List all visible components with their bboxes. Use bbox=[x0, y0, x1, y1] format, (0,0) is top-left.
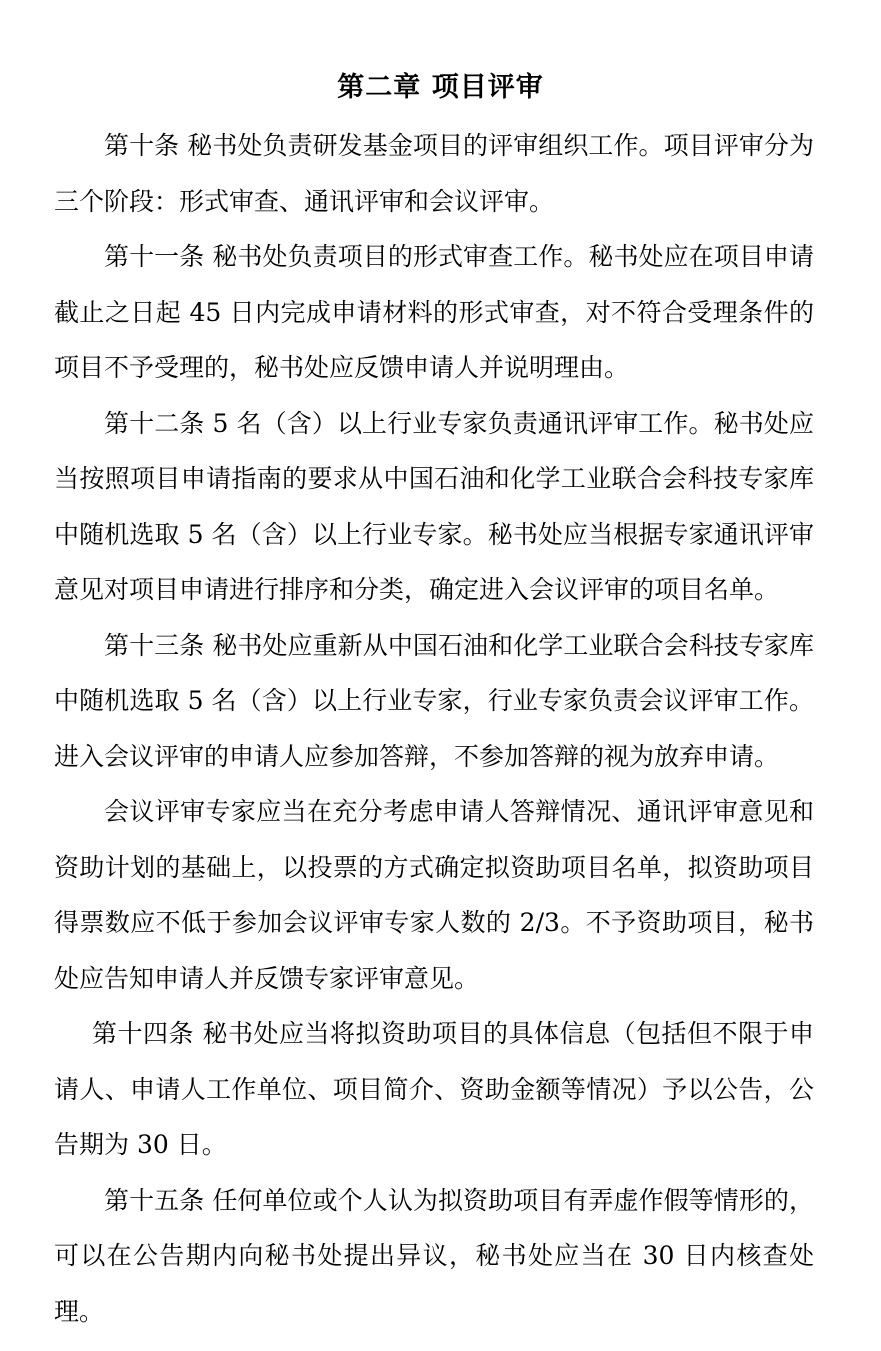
article-10-paragraph: 第十条 秘书处负责研发基金项目的评审组织工作。项目评审分为三个阶段：形式审查、通讯评审和会议评审。 bbox=[54, 131, 814, 216]
article-14-paragraph: 第十四条 秘书处应当将拟资助项目的具体信息（包括但不限于申请人、申请人工作单位、项目简介、资助金额等情况）予以公告，公告期为 30 日。 bbox=[54, 1019, 814, 1159]
document-body bbox=[54, 118, 814, 1339]
chapter-title: 第二章 项目评审 bbox=[337, 72, 544, 103]
article-11-paragraph: 第十一条 秘书处负责项目的形式审查工作。秘书处应在项目申请截止之日起 45 日内完成申请材料的形式审查，对不符合受理条件的项目不予受理的，秘书处应反馈申请人并说明理由。 bbox=[54, 242, 814, 382]
article-15-paragraph: 第十五条 任何单位或个人认为拟资助项目有弄虚作假等情形的，可以在公告期内向秘书处提出异议，秘书处应当在 30 日内核查处理。 bbox=[54, 1185, 814, 1326]
article-12-paragraph: 第十二条 5 名（含）以上行业专家负责通讯评审工作。秘书处应当按照项目申请指南的要求从中国石油和化学工业联合会科技专家库中随机选取 5 名（含）以上行业专家。秘书处应当根据专家通讯评审意见对项目申请进行排序和分类，确定进入会议评审的项目名单。 bbox=[54, 408, 814, 604]
article-13-paragraph: 第十三条 秘书处应重新从中国石油和化学工业联合会科技专家库中随机选取 5 名（含）以上行业专家，行业专家负责会议评审工作。进入会议评审的申请人应参加答辩，不参加答辩的视为放弃申请。 bbox=[54, 630, 814, 771]
meeting-review-paragraph: 会议评审专家应当在充分考虑申请人答辩情况、通讯评审意见和资助计划的基础上，以投票的方式确定拟资助项目名单，拟资助项目得票数应不低于参加会议评审专家人数的 2/3。不予资助项目，秘书处应告知申请人并反馈专家评审意见。 bbox=[54, 797, 814, 993]
